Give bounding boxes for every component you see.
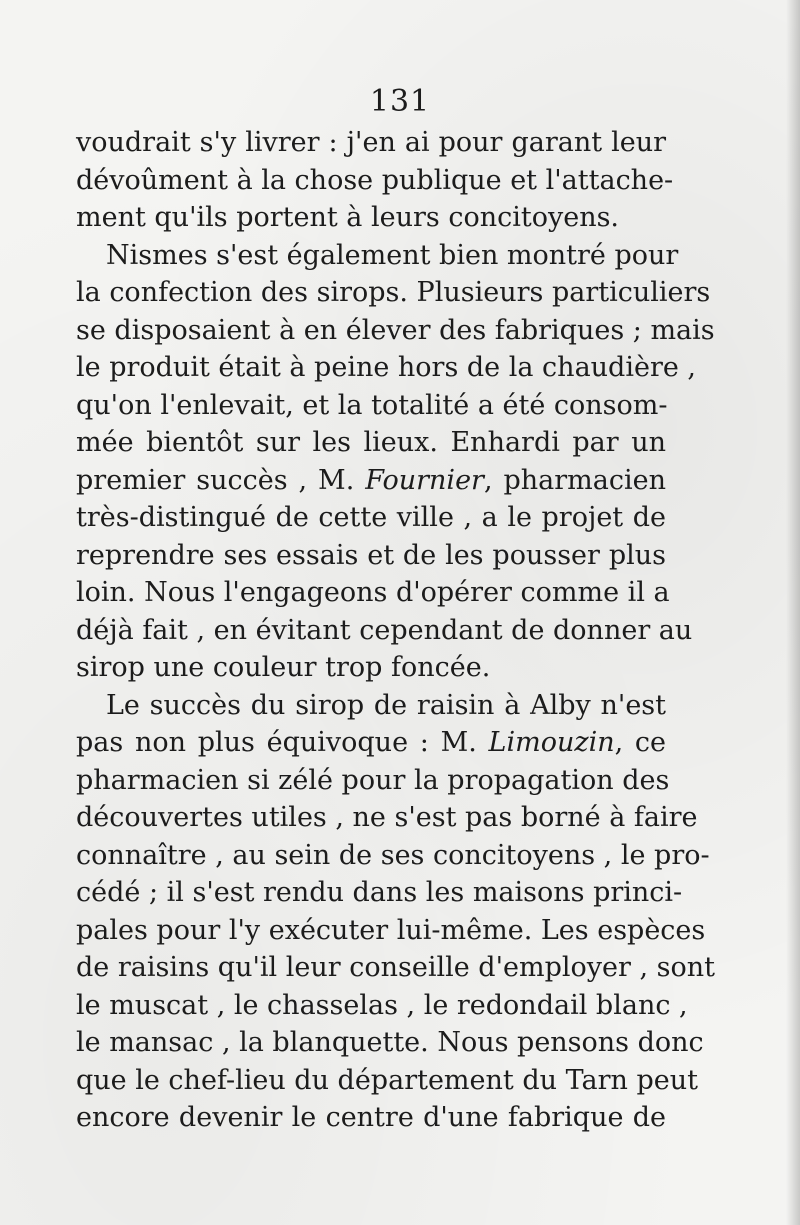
text-line: sirop une couleur trop foncée. xyxy=(76,652,491,683)
text-line: pharmacien si zélé pour la propagation des xyxy=(76,764,670,796)
text-line xyxy=(76,462,666,500)
text-line: cédé ; il s'est rendu dans les maisons princi- xyxy=(76,877,683,908)
text-line: le mansac , la blanquette. Nous pensons donc xyxy=(76,1027,704,1058)
text-line: connaître , au sein de ses concitoyens , le pro- xyxy=(76,839,710,871)
text-line: le produit était à peine hors de la chaudière , xyxy=(76,352,696,383)
text-line: Le succès du sirop de raisin à Alby n'est xyxy=(106,689,666,721)
text-line: découvertes utiles , ne s'est pas borné à faire xyxy=(76,802,698,833)
person-name: Fournier xyxy=(365,464,484,496)
text-line: le muscat , le chasselas , le redondail blanc , xyxy=(76,989,688,1021)
text-line: pales pour l'y exécuter lui-même. Les espèces xyxy=(76,914,706,946)
text-line: déjà fait , en évitant cependant de donner au xyxy=(76,614,693,646)
page-number: 131 xyxy=(369,84,431,119)
text-line xyxy=(76,724,666,762)
text-line: ment qu'ils portent à leurs concitoyens. xyxy=(76,202,620,233)
text-line: loin. Nous l'engageons d'opérer comme il a xyxy=(76,577,670,608)
text-run: , pharmacien xyxy=(483,464,666,496)
text-line: mée bientôt sur les lieux. Enhardi par un xyxy=(76,427,666,458)
text-line: de raisins qu'il leur conseille d'employer , sont xyxy=(76,952,716,983)
text-line: encore devenir le centre d'une fabrique de xyxy=(76,1102,666,1133)
text-line: la confection des sirops. Plusieurs particuliers xyxy=(76,277,711,308)
text-run: pas non plus équivoque : M. xyxy=(76,727,489,758)
body-text xyxy=(76,124,716,1137)
text-line: se disposaient à en élever des fabriques ; mais xyxy=(76,314,715,346)
page-edge-shadow xyxy=(786,0,800,1225)
text-line: que le chef-lieu du département du Tarn peut xyxy=(76,1064,698,1096)
text-run: , ce xyxy=(614,727,667,758)
text-line: voudrait s'y livrer : j'en ai pour garant leur xyxy=(76,127,666,158)
text-line: reprendre ses essais et de les pousser plus xyxy=(76,539,666,571)
text-line: dévoûment à la chose publique et l'attache- xyxy=(76,164,674,196)
text-run: premier succès , M. xyxy=(76,464,366,496)
person-name: Limouzin xyxy=(488,727,615,758)
text-line: très-distingué de cette ville , a le projet de xyxy=(76,502,666,533)
text-line: Nismes s'est également bien montré pour xyxy=(106,239,679,271)
text-line: qu'on l'enlevait, et la totalité a été consom- xyxy=(76,389,668,421)
